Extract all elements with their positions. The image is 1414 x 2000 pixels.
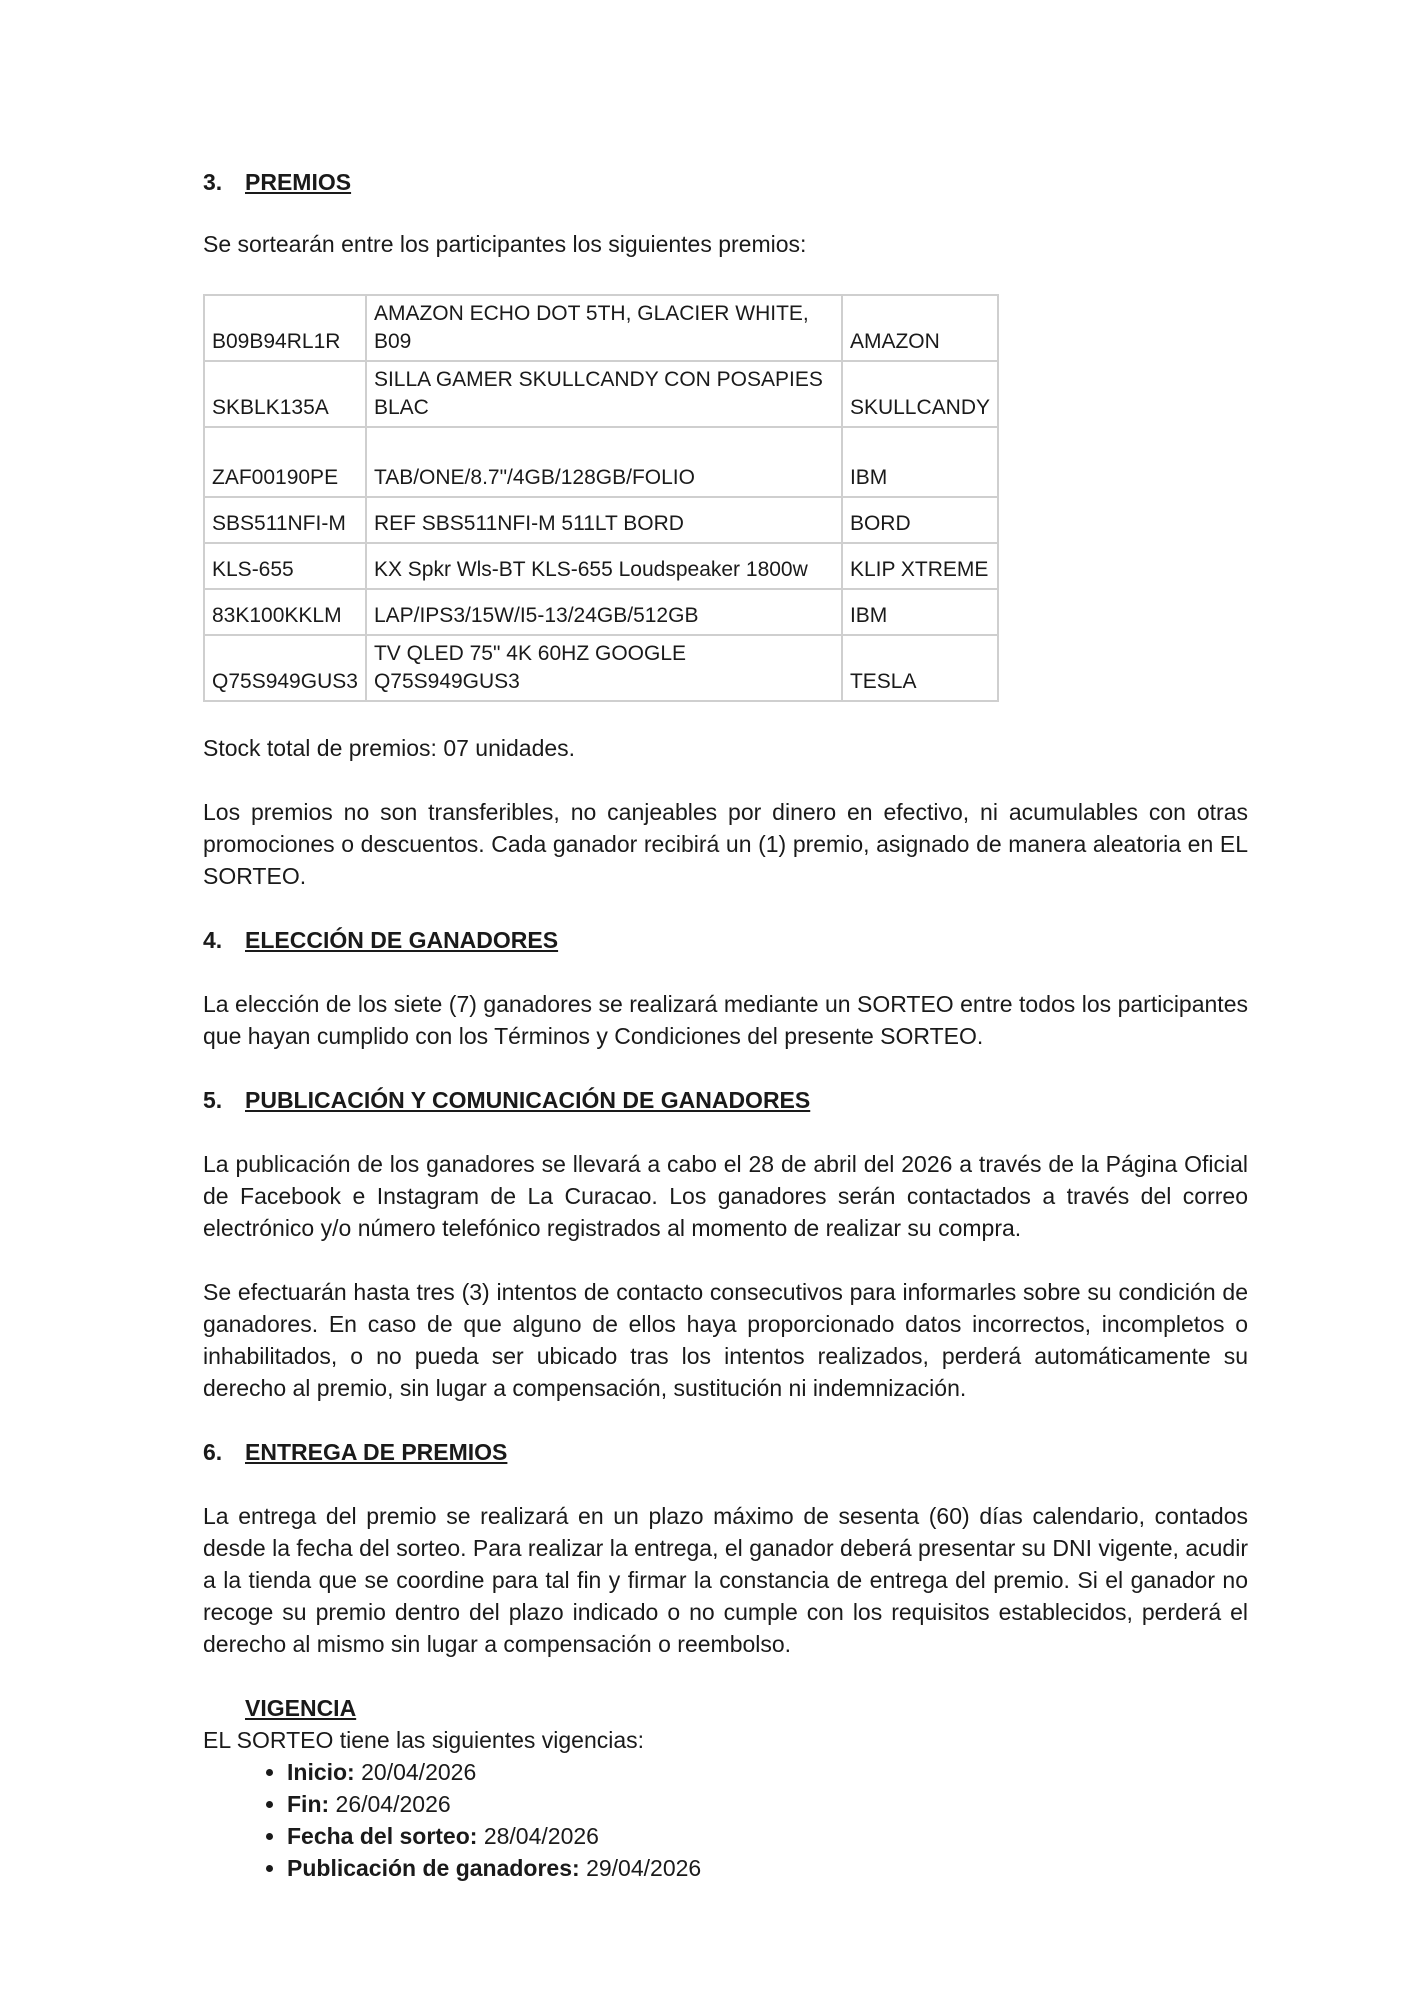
prize-code: B09B94RL1R [204, 295, 366, 361]
prize-brand: IBM [842, 427, 998, 497]
section-5-body-2: Se efectuarán hasta tres (3) intentos de contacto consecutivos para informarles sobre su condición de ganadores. En caso de que alguno de ellos haya proporcionado datos incorrectos, incompletos o inhabilitados, o no pueda ser ubicado tras los intentos realizados, perderá automáticamente su derecho al premio, sin lugar a compensación, sustitución ni indemnización. [203, 1279, 1248, 1401]
vigencia-list [203, 1756, 1248, 1884]
section-number: 5. [203, 1087, 223, 1113]
section-5-body-1: La publicación de los ganadores se llevará a cabo el 28 de abril del 2026 a través de la Página Oficial de Facebook e Instagram de La Curacao. Los ganadores serán contactados a través del correo electrónico y/o número telefónico registrados al momento de realizar su compra. [203, 1151, 1248, 1241]
vigencia-label: Publicación de ganadores: [287, 1855, 580, 1881]
section-5-heading [203, 1084, 1248, 1116]
section-6-heading [203, 1436, 1248, 1468]
section-number: 3. [203, 169, 223, 195]
list-item [287, 1820, 1248, 1852]
list-item [287, 1756, 1248, 1788]
prize-brand: IBM [842, 589, 998, 635]
section-4-heading [203, 924, 1248, 956]
vigencia-heading [203, 1692, 1248, 1724]
table-row [204, 543, 998, 589]
section-3-intro: Se sortearán entre los participantes los siguientes premios: [203, 231, 807, 257]
prize-code: KLS-655 [204, 543, 366, 589]
prize-brand: SKULLCANDY [842, 361, 998, 427]
section-number: 6. [203, 1439, 223, 1465]
section-title: ENTREGA DE PREMIOS [245, 1439, 508, 1465]
section-number: 4. [203, 927, 223, 953]
prize-description: LAP/IPS3/15W/I5-13/24GB/512GB [366, 589, 842, 635]
prize-description: SILLA GAMER SKULLCANDY CON POSAPIES BLAC [366, 361, 842, 427]
prize-code: SKBLK135A [204, 361, 366, 427]
prize-description: AMAZON ECHO DOT 5TH, GLACIER WHITE, B09 [366, 295, 842, 361]
vigencia-label: Fecha del sorteo: [287, 1823, 478, 1849]
table-row [204, 427, 998, 497]
prize-code: Q75S949GUS3 [204, 635, 366, 701]
list-item [287, 1788, 1248, 1820]
section-title: ELECCIÓN DE GANADORES [245, 927, 559, 953]
section-title: PUBLICACIÓN Y COMUNICACIÓN DE GANADORES [245, 1087, 811, 1113]
prize-description: REF SBS511NFI-M 511LT BORD [366, 497, 842, 543]
prize-brand: TESLA [842, 635, 998, 701]
list-item [287, 1852, 1248, 1884]
prize-brand: BORD [842, 497, 998, 543]
section-4-body: La elección de los siete (7) ganadores se realizará mediante un SORTEO entre todos los participantes que hayan cumplido con los Términos y Condiciones del presente SORTEO. [203, 991, 1248, 1049]
prize-code: 83K100KKLM [204, 589, 366, 635]
prize-description: TAB/ONE/8.7"/4GB/128GB/FOLIO [366, 427, 842, 497]
prize-brand: AMAZON [842, 295, 998, 361]
vigencia-value: 28/04/2026 [477, 1823, 599, 1849]
table-row [204, 589, 998, 635]
section-3-heading [203, 166, 1248, 198]
vigencia-value: 26/04/2026 [329, 1791, 451, 1817]
prizes-table [203, 294, 999, 702]
table-row [204, 497, 998, 543]
section-title: PREMIOS [245, 169, 352, 195]
prize-code: ZAF00190PE [204, 427, 366, 497]
prize-description: KX Spkr Wls-BT KLS-655 Loudspeaker 1800w [366, 543, 842, 589]
vigencia-value: 20/04/2026 [354, 1759, 477, 1785]
section-6-body: La entrega del premio se realizará en un plazo máximo de sesenta (60) días calendario, contados desde la fecha del sorteo. Para realizar la entrega, el ganador deberá presentar su DNI vigente, acudir a la tienda que se coordine para tal fin y firmar la constancia de entrega del premio. Si el ganador no recoge su premio dentro del plazo indicado o no cumple con los requisitos establecidos, perderá el derecho al mismo sin lugar a compensación o reembolso. [203, 1503, 1248, 1657]
prize-brand: KLIP XTREME [842, 543, 998, 589]
vigencia-label: Inicio: [287, 1759, 355, 1785]
table-row [204, 295, 998, 361]
prize-description: TV QLED 75" 4K 60HZ GOOGLE Q75S949GUS3 [366, 635, 842, 701]
prize-conditions: Los premios no son transferibles, no canjeables por dinero en efectivo, ni acumulables con otras promociones o descuentos. Cada ganador recibirá un (1) premio, asignado de manera aleatoria en EL SORTEO. [203, 799, 1248, 889]
table-row [204, 361, 998, 427]
table-row [204, 635, 998, 701]
document-page [203, 166, 1248, 1884]
section-title: VIGENCIA [245, 1695, 357, 1721]
stock-text: Stock total de premios: 07 unidades. [203, 735, 576, 761]
vigencia-value: 29/04/2026 [579, 1855, 702, 1881]
prize-code: SBS511NFI-M [204, 497, 366, 543]
vigencia-label: Fin: [287, 1791, 330, 1817]
vigencia-intro: EL SORTEO tiene las siguientes vigencias: [203, 1727, 645, 1753]
